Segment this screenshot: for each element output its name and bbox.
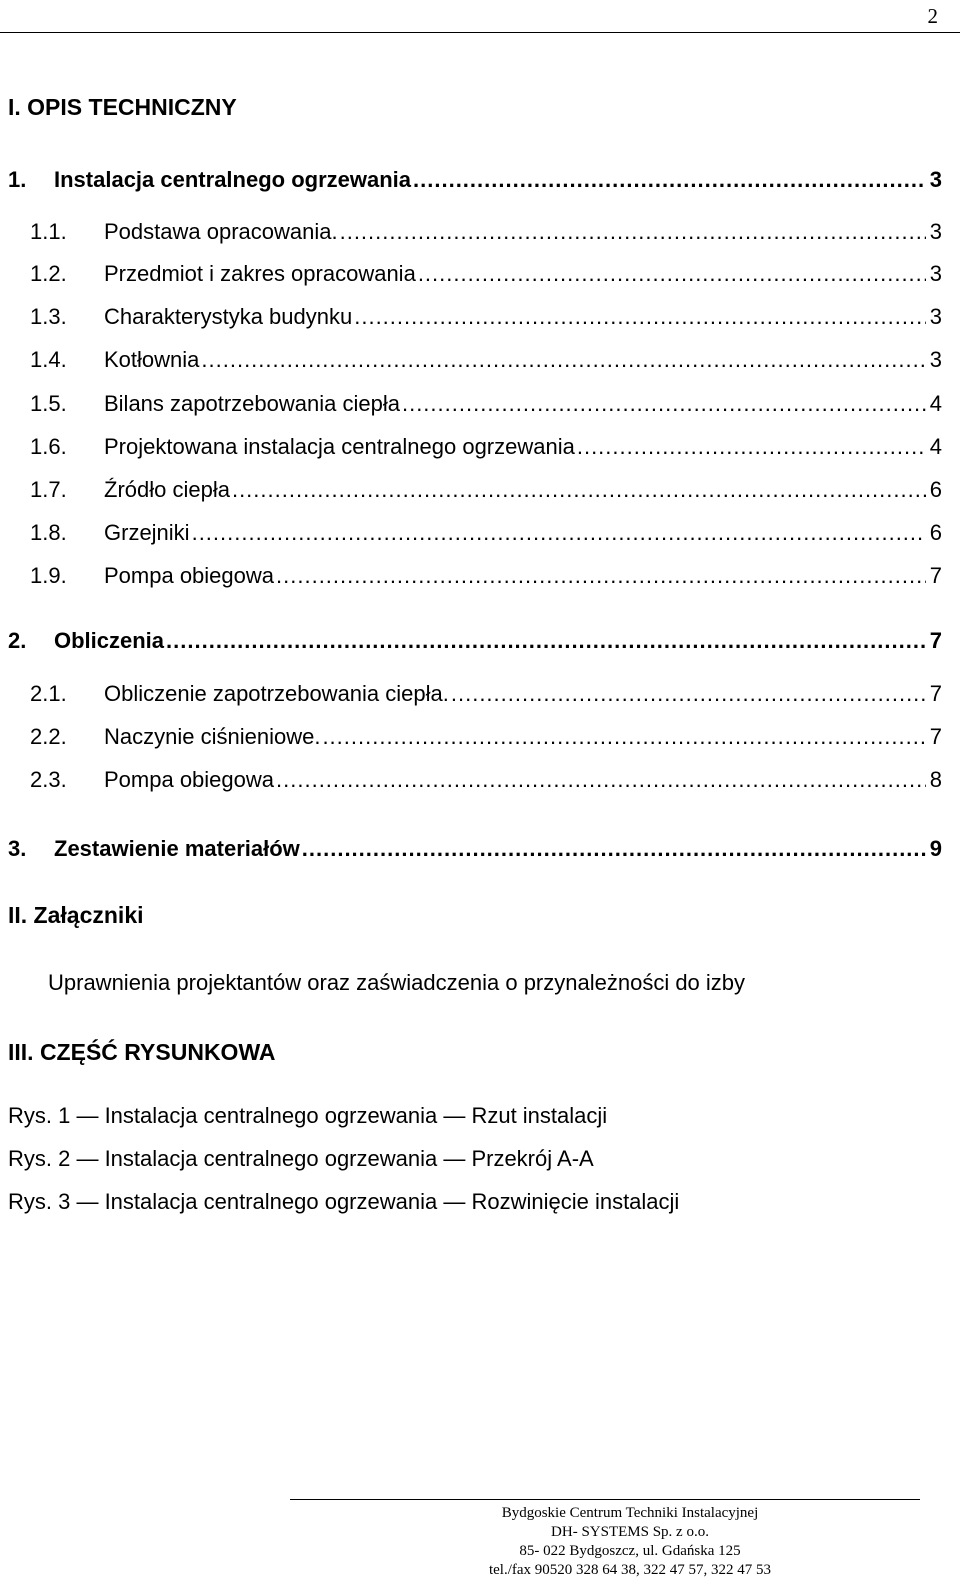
drawing-item: Rys. 2 — Instalacja centralnego ogrzewania — Przekrój A-A: [8, 1146, 594, 1171]
toc-entry-title: Charakterystyka budynku: [104, 302, 354, 332]
toc-leader-dots: [418, 259, 926, 289]
toc-leader-dots: [577, 432, 926, 462]
toc-entry[interactable]: [0, 302, 960, 332]
footer-phone: tel./fax 90520 328 64 38, 322 47 57, 322 47 53: [488, 1562, 772, 1578]
toc-entry-title: Bilans zapotrzebowania ciepła: [104, 389, 402, 419]
toc-entry-page: 3: [929, 347, 942, 372]
toc-entry[interactable]: [0, 389, 960, 419]
section-heading-zalaczniki: II. Załączniki: [8, 902, 144, 928]
toc-entry-title: Zestawienie materiałów: [54, 834, 302, 864]
toc-entry-title: Naczynie ciśnieniowe.: [104, 722, 322, 752]
toc-leader-dots: [451, 679, 926, 709]
toc-leader-dots: [340, 217, 926, 247]
toc-entry-page: 6: [929, 477, 942, 502]
footer-company: Bydgoskie Centrum Techniki Instalacyjnej: [501, 1505, 759, 1521]
toc-entry-number: 2.2.: [30, 724, 67, 749]
toc-entry[interactable]: [0, 679, 960, 709]
toc-entry-title: Projektowana instalacja centralnego ogrzewania: [104, 432, 577, 462]
toc-entry-title: Podstawa opracowania.: [104, 217, 340, 247]
toc-leader-dots: [322, 722, 925, 752]
drawing-item: Rys. 1 — Instalacja centralnego ogrzewania — Rzut instalacji: [8, 1103, 608, 1128]
toc-entry[interactable]: [0, 475, 960, 505]
toc-entry-page: 7: [929, 563, 942, 588]
toc-leader-dots: [192, 518, 926, 548]
toc-entry-number: 2.3.: [30, 767, 67, 792]
toc-entry-page: 3: [929, 304, 942, 329]
toc-entry-page: 3: [929, 261, 942, 286]
toc-entry[interactable]: [0, 217, 960, 247]
toc-entry-title: Pompa obiegowa: [104, 765, 276, 795]
toc-leader-dots: [166, 626, 926, 656]
footer-address: 85- 022 Bydgoszcz, ul. Gdańska 125: [519, 1543, 741, 1559]
toc-entry-number: 2.1.: [30, 681, 67, 706]
page-number: 2: [927, 4, 938, 28]
toc-entry-number: 1.9.: [30, 563, 67, 588]
toc-entry-page: 9: [929, 836, 942, 861]
toc-entry-number: 1.1.: [30, 219, 67, 244]
toc-entry[interactable]: [0, 165, 960, 195]
header-rule: [0, 32, 960, 33]
toc-entry-page: 6: [929, 520, 942, 545]
toc-entry[interactable]: [0, 626, 960, 656]
toc-entry-title: Pompa obiegowa: [104, 561, 276, 591]
toc-entry-number: 1.2.: [30, 261, 67, 286]
toc-entry-title: Instalacja centralnego ogrzewania: [54, 165, 413, 195]
toc-entry-title: Obliczenia: [54, 626, 166, 656]
toc-leader-dots: [302, 834, 926, 864]
toc-leader-dots: [232, 475, 926, 505]
toc-entry-title: Grzejniki: [104, 518, 192, 548]
toc-entry-title: Przedmiot i zakres opracowania: [104, 259, 418, 289]
toc-entry-number: 1.4.: [30, 347, 67, 372]
toc-leader-dots: [413, 165, 926, 195]
toc-entry-number: 1.8.: [30, 520, 67, 545]
toc-leader-dots: [201, 345, 925, 375]
toc-entry-page: 7: [929, 681, 942, 706]
toc-leader-dots: [402, 389, 926, 419]
section-heading-czesc-rysunkowa: III. CZĘŚĆ RYSUNKOWA: [8, 1039, 276, 1065]
toc-entry-number: 1.7.: [30, 477, 67, 502]
toc-leader-dots: [276, 765, 926, 795]
toc-entry-page: 7: [929, 724, 942, 749]
toc-entry-number: 3.: [8, 836, 27, 861]
toc-entry[interactable]: [0, 765, 960, 795]
toc-entry-page: 4: [929, 434, 942, 459]
toc-entry-page: 3: [929, 167, 942, 192]
section-heading-opis-techniczny: I. OPIS TECHNICZNY: [8, 94, 237, 120]
toc-entry-number: 1.6.: [30, 434, 67, 459]
toc-entry-title: Kotłownia: [104, 345, 201, 375]
footer-rule: [290, 1499, 920, 1500]
toc-entry[interactable]: [0, 722, 960, 752]
toc-entry-page: 4: [929, 391, 942, 416]
toc-leader-dots: [276, 561, 926, 591]
attachments-text: Uprawnienia projektantów oraz zaświadczenia o przynależności do izby: [48, 970, 746, 995]
toc-entry-number: 1.5.: [30, 391, 67, 416]
drawing-item: Rys. 3 — Instalacja centralnego ogrzewania — Rozwinięcie instalacji: [8, 1189, 680, 1214]
toc-entry-title: Źródło ciepła: [104, 475, 232, 505]
toc-leader-dots: [354, 302, 926, 332]
toc-entry[interactable]: [0, 432, 960, 462]
toc-entry-number: 1.: [8, 167, 27, 192]
toc-entry-page: 8: [929, 767, 942, 792]
footer: [0, 1504, 960, 1580]
toc-entry-number: 2.: [8, 628, 27, 653]
toc-entry-page: 3: [929, 219, 942, 244]
toc-entry[interactable]: [0, 834, 960, 864]
footer-company-name: DH- SYSTEMS Sp. z o.o.: [551, 1524, 709, 1540]
toc-entry-number: 1.3.: [30, 304, 67, 329]
toc-entry-title: Obliczenie zapotrzebowania ciepła.: [104, 679, 451, 709]
toc-entry[interactable]: [0, 259, 960, 289]
toc-entry-page: 7: [929, 628, 942, 653]
toc-entry[interactable]: [0, 518, 960, 548]
toc-entry[interactable]: [0, 561, 960, 591]
toc-entry[interactable]: [0, 345, 960, 375]
